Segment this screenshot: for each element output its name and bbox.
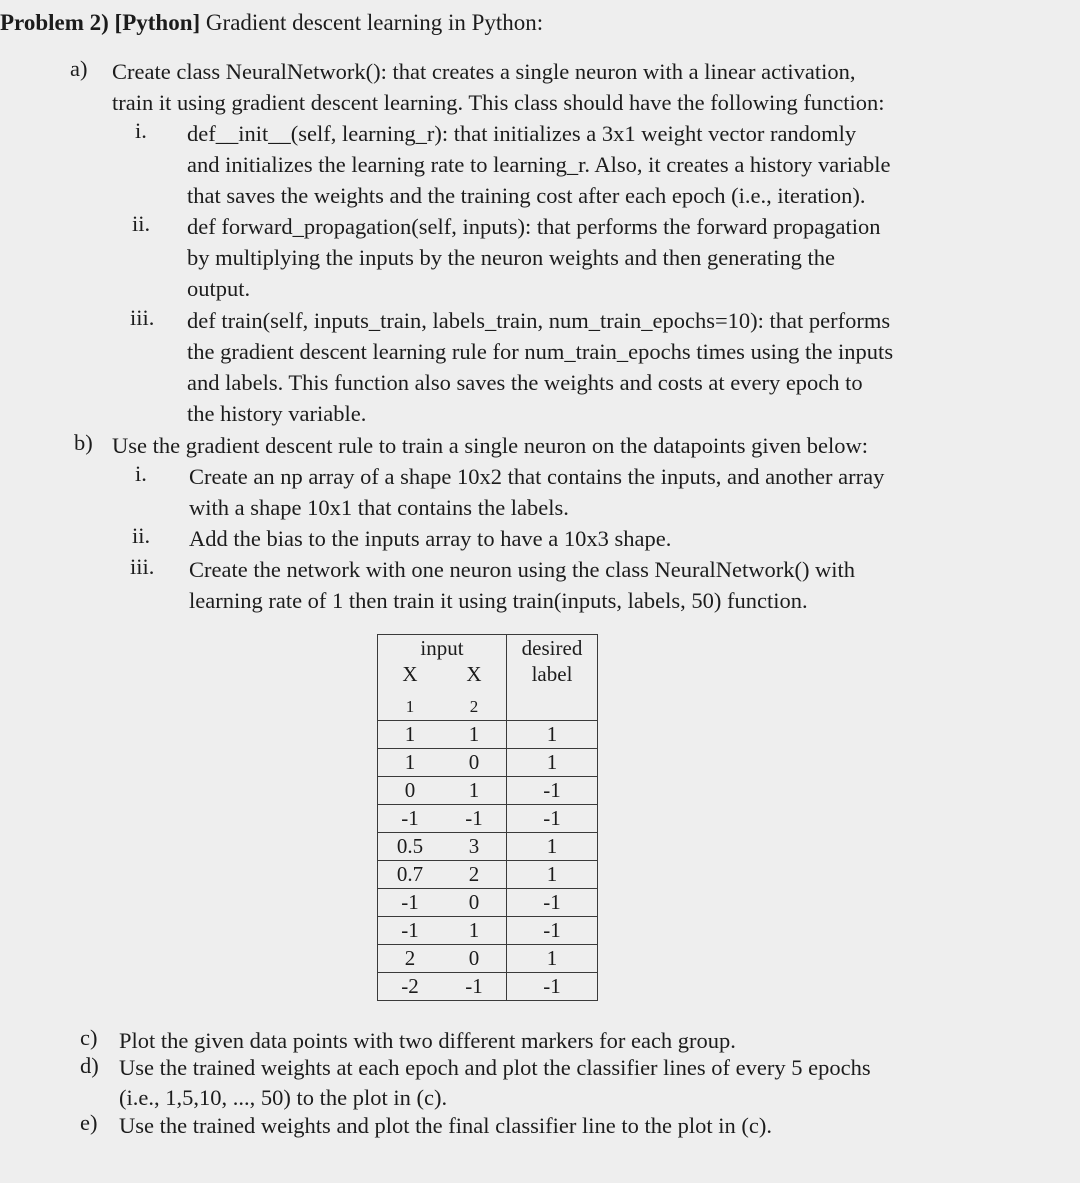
part-b-item-3 xyxy=(189,554,855,616)
table-row xyxy=(378,833,598,861)
part-b-item-2-num: ii. xyxy=(132,523,151,548)
part-a-item-1-line-2: and initializes the learning rate to learning_r. Also, it creates a history variable xyxy=(187,152,891,177)
part-a-item-3-line-2: the gradient descent learning rule for num_train_epochs times using the inputs xyxy=(187,339,894,364)
part-b-item-1 xyxy=(189,461,884,523)
x1-value: 0.5 xyxy=(396,834,424,859)
label-value: -1 xyxy=(507,889,598,917)
part-d-label: d) xyxy=(80,1053,99,1078)
input-pair xyxy=(378,890,506,915)
part-d-line-2: (i.e., 1,5,10, ..., 50) to the plot in (c). xyxy=(119,1085,448,1110)
x2-value: -1 xyxy=(465,974,483,999)
input-header-cell xyxy=(378,635,507,721)
part-b-text: Use the gradient descent rule to train a single neuron on the datapoints given below: xyxy=(112,433,869,458)
part-b-item-1-line-2: with a shape 10x1 that contains the labels. xyxy=(189,495,569,520)
x1-value: -1 xyxy=(401,918,419,943)
input-header: input xyxy=(420,636,464,660)
label-value: -1 xyxy=(507,973,598,1001)
input-subheaders xyxy=(378,661,506,720)
x2-value: 3 xyxy=(468,834,480,859)
x1-value: -1 xyxy=(401,890,419,915)
part-b-item-1-num: i. xyxy=(135,461,147,486)
x2-value: -1 xyxy=(465,806,483,831)
part-a-item-1-line-3: that saves the weights and the training cost after each epoch (i.e., iteration). xyxy=(187,183,866,208)
x1-value: 0 xyxy=(404,778,416,803)
table-header-row xyxy=(378,635,598,721)
input-cell xyxy=(378,861,507,889)
part-a-item-3 xyxy=(187,305,893,429)
table-row xyxy=(378,805,598,833)
label-value: -1 xyxy=(507,917,598,945)
part-a-text xyxy=(112,56,885,118)
part-a-item-3-line-1: def train(self, inputs_train, labels_train, num_train_epochs=10): that performs xyxy=(187,308,891,333)
label-header-cell xyxy=(507,635,598,721)
x2-value: 1 xyxy=(468,918,480,943)
input-pair xyxy=(378,946,506,971)
input-cell xyxy=(378,805,507,833)
x2-value: 1 xyxy=(468,722,480,747)
input-pair xyxy=(378,834,506,859)
table-row xyxy=(378,945,598,973)
x2-header-sub: 2 xyxy=(469,697,479,717)
part-a-item-3-line-4: the history variable. xyxy=(187,401,367,426)
table-row xyxy=(378,721,598,749)
problem-title-prefix: Problem 2) [Python] xyxy=(0,10,201,35)
part-b-item-3-num: iii. xyxy=(130,554,155,579)
label-header-line-1: desired xyxy=(521,636,583,660)
input-cell xyxy=(378,945,507,973)
x1-value: 1 xyxy=(404,722,416,747)
table-row xyxy=(378,889,598,917)
label-value: 1 xyxy=(507,861,598,889)
input-pair xyxy=(378,862,506,887)
label-header-line-2: label xyxy=(531,662,573,686)
part-a-item-2-line-2: by multiplying the inputs by the neuron weights and then generating the xyxy=(187,245,836,270)
input-cell xyxy=(378,749,507,777)
x2-value: 1 xyxy=(468,778,480,803)
x2-header-letter: X xyxy=(466,662,482,686)
input-pair xyxy=(378,974,506,999)
input-cell xyxy=(378,917,507,945)
input-pair xyxy=(378,722,506,747)
input-cell xyxy=(378,777,507,805)
datapoints-table xyxy=(377,634,598,1001)
part-a-label: a) xyxy=(70,56,88,81)
table-row xyxy=(378,777,598,805)
part-a-item-3-num: iii. xyxy=(130,305,155,330)
input-cell xyxy=(378,889,507,917)
x1-header xyxy=(378,661,442,720)
table-row xyxy=(378,973,598,1001)
input-pair xyxy=(378,778,506,803)
part-a-item-1-line-1: def__init__(self, learning_r): that initializes a 3x1 weight vector randomly xyxy=(187,121,857,146)
part-c-text: Plot the given data points with two different markers for each group. xyxy=(119,1028,736,1053)
table-row xyxy=(378,917,598,945)
input-pair xyxy=(378,918,506,943)
part-d-line-1: Use the trained weights at each epoch and plot the classifier lines of every 5 epochs xyxy=(119,1055,871,1080)
x1-value: 0.7 xyxy=(396,862,424,887)
x2-value: 2 xyxy=(468,862,480,887)
input-cell xyxy=(378,973,507,1001)
label-value: 1 xyxy=(507,721,598,749)
label-value: -1 xyxy=(507,805,598,833)
part-a-item-2-line-1: def forward_propagation(self, inputs): that performs the forward propagation xyxy=(187,214,881,239)
part-b-item-2: Add the bias to the inputs array to have a 10x3 shape. xyxy=(189,526,672,551)
problem-title xyxy=(0,10,543,36)
part-a-line-2: train it using gradient descent learning. This class should have the following function: xyxy=(112,90,885,115)
x1-header-sub: 1 xyxy=(405,697,415,717)
part-d-text xyxy=(119,1053,871,1113)
x1-value: 1 xyxy=(404,750,416,775)
x1-value: -1 xyxy=(401,806,419,831)
x2-header xyxy=(442,661,506,720)
label-value: 1 xyxy=(507,749,598,777)
table-body xyxy=(378,721,598,1001)
part-a-item-1 xyxy=(187,118,891,211)
label-value: 1 xyxy=(507,833,598,861)
input-cell xyxy=(378,721,507,749)
input-cell xyxy=(378,833,507,861)
part-b-item-1-line-1: Create an np array of a shape 10x2 that contains the inputs, and another array xyxy=(189,464,885,489)
x2-value: 0 xyxy=(468,946,480,971)
part-a-item-2-num: ii. xyxy=(132,211,151,236)
input-pair xyxy=(378,806,506,831)
x1-value: -2 xyxy=(401,974,419,999)
part-a-item-1-num: i. xyxy=(135,118,147,143)
part-c-label: c) xyxy=(80,1025,98,1050)
x1-value: 2 xyxy=(404,946,416,971)
part-a-item-3-line-3: and labels. This function also saves the weights and costs at every epoch to xyxy=(187,370,863,395)
part-a-item-2-line-3: output. xyxy=(187,276,251,301)
table-row xyxy=(378,861,598,889)
part-a-item-2 xyxy=(187,211,881,304)
label-value: 1 xyxy=(507,945,598,973)
problem-title-rest: Gradient descent learning in Python: xyxy=(200,10,544,35)
x1-header-letter: X xyxy=(402,662,418,686)
x2-value: 0 xyxy=(468,750,480,775)
x2-value: 0 xyxy=(468,890,480,915)
input-pair xyxy=(378,750,506,775)
part-b-item-3-line-1: Create the network with one neuron using the class NeuralNetwork() with xyxy=(189,557,856,582)
part-e-label: e) xyxy=(80,1110,98,1135)
part-b-item-3-line-2: learning rate of 1 then train it using train(inputs, labels, 50) function. xyxy=(189,588,808,613)
part-a-line-1: Create class NeuralNetwork(): that creates a single neuron with a linear activation, xyxy=(112,59,856,84)
part-b-label: b) xyxy=(74,430,93,455)
label-value: -1 xyxy=(507,777,598,805)
table-row xyxy=(378,749,598,777)
part-e-text: Use the trained weights and plot the final classifier line to the plot in (c). xyxy=(119,1113,772,1138)
